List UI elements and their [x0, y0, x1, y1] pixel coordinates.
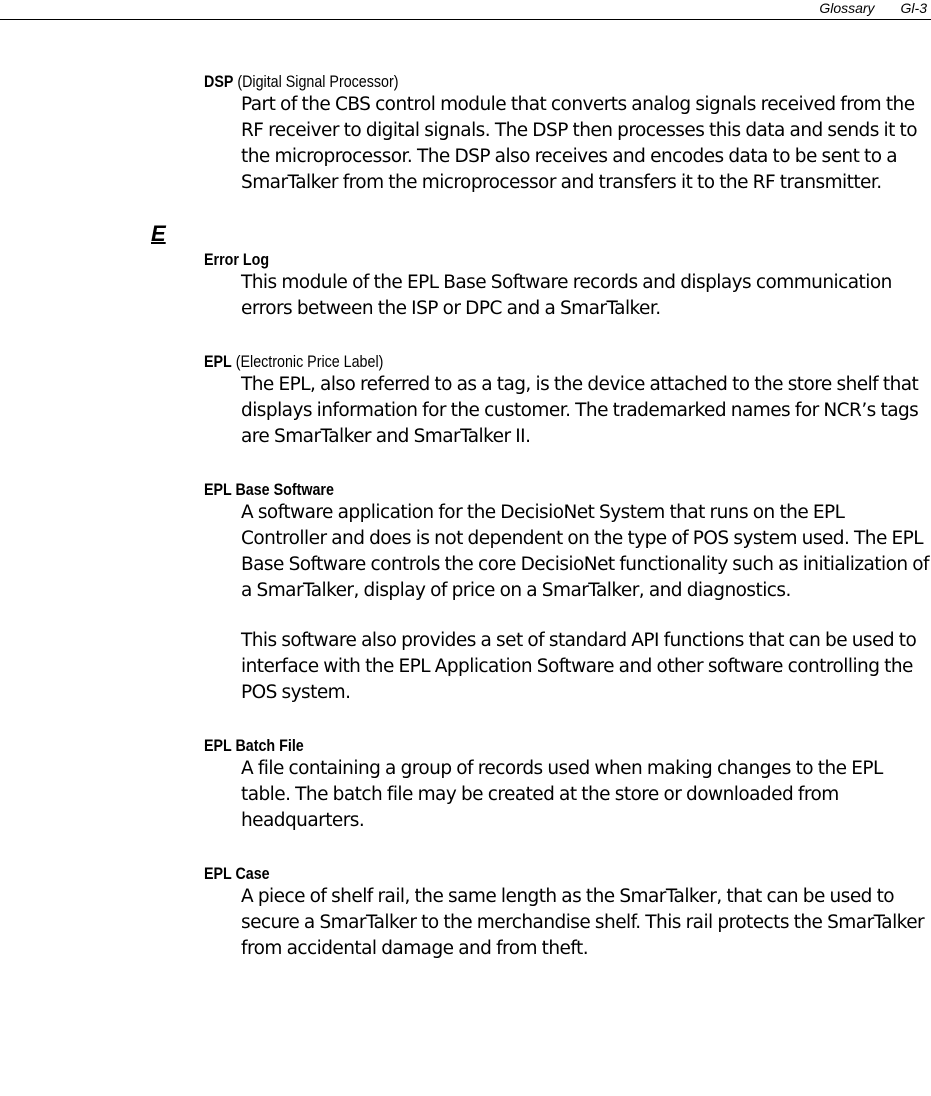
glossary-term-expansion: (Digital Signal Processor): [237, 72, 399, 91]
glossary-entry-epl-case: [0, 864, 931, 962]
glossary-term-line: [204, 864, 815, 884]
glossary-term-line: [204, 250, 815, 270]
glossary-entry-epl-batch-file: [0, 736, 931, 834]
glossary-term-line: [204, 72, 815, 92]
glossary-definition: This module of the EPL Base Software records and displays communication errors between the ISP or DPC and a SmarTalker.: [241, 272, 892, 319]
glossary-term: EPL: [204, 352, 232, 371]
glossary-term-line: [204, 352, 815, 372]
glossary-definition: Part of the CBS control module that converts analog signals received from the RF receiver to digital signals. The DSP then processes this data and sends it to the microprocessor. The DSP also receives and encodes data to be sent to a SmarTalker from the microprocessor and transfers it to the RF transmitter.: [241, 94, 918, 193]
header-rule: [0, 19, 931, 20]
glossary-term: EPL Batch File: [204, 736, 304, 755]
glossary-term-expansion: (Electronic Price Label): [235, 352, 384, 371]
glossary-body: [0, 72, 931, 962]
glossary-term: EPL Case: [204, 864, 270, 883]
glossary-term: DSP: [204, 72, 234, 91]
glossary-definition: A software application for the DecisioNet System that runs on the EPL Controller and does is not dependent on the type of POS system used. The EPL Base Software controls the core DecisioNet functionality such as initialization of a SmarTalker, display of price on a SmarTalker, and diagnostics.: [241, 502, 929, 601]
page-header: [819, 0, 927, 18]
glossary-term: Error Log: [204, 250, 270, 269]
header-section-title: Glossary: [819, 0, 875, 16]
glossary-entry-error-log: [0, 250, 931, 322]
glossary-definition: A piece of shelf rail, the same length as the SmarTalker, that can be used to secure a SmarTalker to the merchandise shelf. This rail protects the SmarTalker from accidental damage and from theft.: [241, 886, 925, 959]
section-letter-heading: E: [151, 221, 166, 246]
glossary-term: EPL Base Software: [204, 480, 334, 499]
header-page-number: Gl-3: [900, 0, 927, 16]
glossary-entry-epl: [0, 352, 931, 450]
glossary-entry-epl-base-software: [0, 480, 931, 706]
glossary-term-line: [204, 480, 815, 500]
glossary-definition: The EPL, also referred to as a tag, is the device attached to the store shelf that displays information for the customer. The trademarked names for NCR’s tags are SmarTalker and SmarTalker II.: [241, 374, 919, 447]
glossary-definition: A file containing a group of records used when making changes to the EPL table. The batch file may be created at the store or downloaded from headquarters.: [241, 758, 883, 831]
glossary-term-line: [204, 736, 815, 756]
glossary-definition: This software also provides a set of standard API functions that can be used to interface with the EPL Application Software and other software controlling the POS system.: [241, 630, 917, 703]
glossary-entry-dsp: [0, 72, 931, 196]
